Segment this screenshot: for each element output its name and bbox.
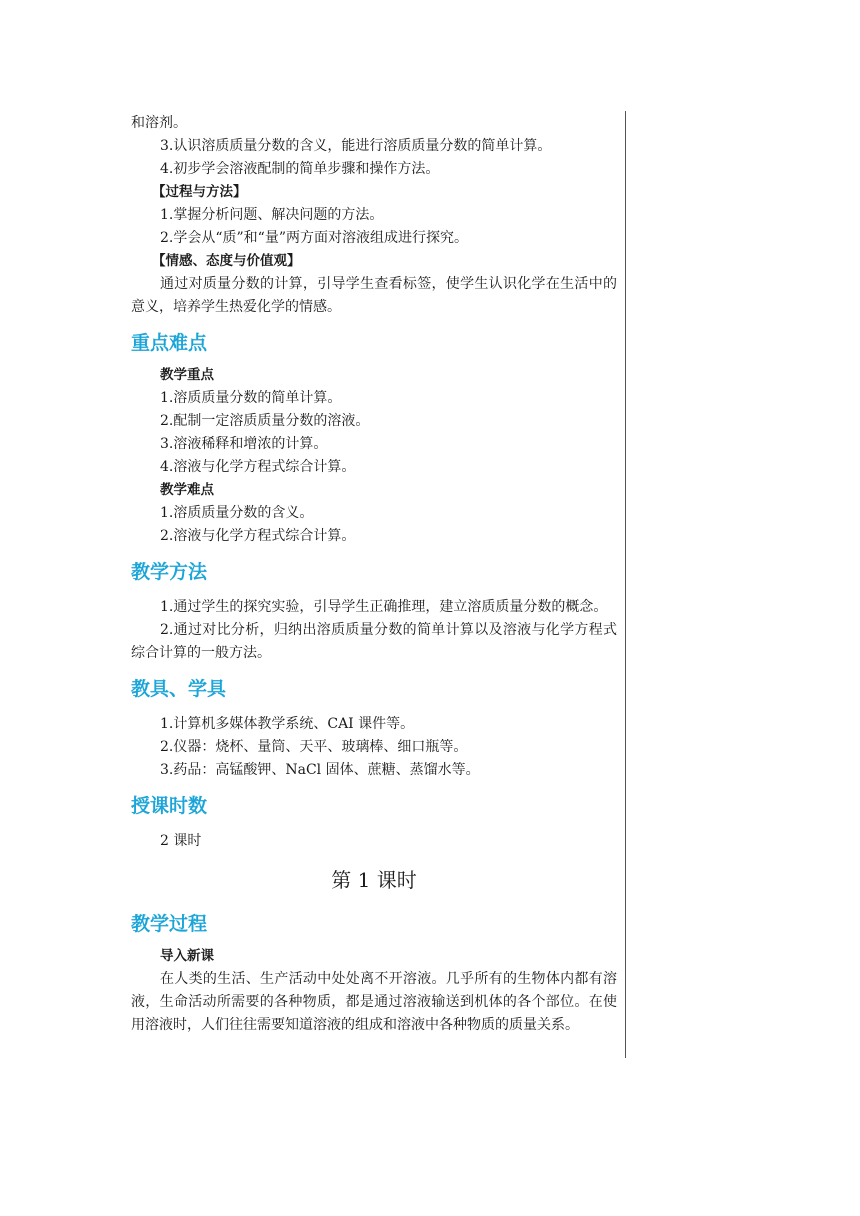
lesson-title: 第 1 课时 xyxy=(331,868,417,892)
list-item: 4.溶液与化学方程式综合计算。 xyxy=(160,459,356,475)
section-heading-tools: 教具、学具 xyxy=(131,678,227,700)
subsection-label: 【过程与方法】 xyxy=(152,184,247,200)
section-heading-key-points: 重点难点 xyxy=(131,332,208,354)
list-item: 3.药品：高锰酸钾、NaCl 固体、蔗糖、蒸馏水等。 xyxy=(160,762,480,778)
subsection-label: 导入新课 xyxy=(160,948,214,964)
list-item: 1.计算机多媒体教学系统、CAI 课件等。 xyxy=(160,716,415,732)
objective-item: 1.掌握分析问题、解决问题的方法。 xyxy=(160,207,384,223)
section-heading-process: 教学过程 xyxy=(131,913,208,935)
objective-item: 3.认识溶质质量分数的含义，能进行溶质质量分数的简单计算。 xyxy=(160,138,552,154)
text-line: 2 课时 xyxy=(160,833,202,849)
paragraph: 2.通过对比分析，归纳出溶质质量分数的简单计算以及溶液与化学方程式综合计算的一般方法。 xyxy=(131,622,617,661)
list-item: 2.溶液与化学方程式综合计算。 xyxy=(160,528,356,544)
list-item: 1.溶质质量分数的含义。 xyxy=(160,505,314,521)
subsection-label: 教学难点 xyxy=(160,482,214,498)
list-item: 1.溶质质量分数的简单计算。 xyxy=(160,390,342,406)
paragraph: 在人类的生活、生产活动中处处离不开溶液。几乎所有的生物体内都有溶液，生命活动所需要的各种物质，都是通过溶液输送到机体的各个部位。在使用溶液时，人们往往需要知道溶液的组成和溶液中各种物质的质量关系。 xyxy=(131,971,617,1033)
column-divider xyxy=(625,111,626,1058)
section-heading-hours: 授课时数 xyxy=(131,795,208,817)
objective-item: 2.学会从“质”和“量”两方面对溶液组成进行探究。 xyxy=(160,230,468,246)
subsection-label: 【情感、态度与价值观】 xyxy=(152,253,301,269)
objective-item: 4.初步学会溶液配制的简单步骤和操作方法。 xyxy=(160,161,440,177)
text-line: 和溶剂。 xyxy=(131,115,187,131)
section-heading-methods: 教学方法 xyxy=(131,561,208,583)
paragraph: 1.通过学生的探究实验，引导学生正确推理，建立溶质质量分数的概念。 xyxy=(160,599,608,615)
page-content xyxy=(131,112,617,1037)
list-item: 2.配制一定溶质质量分数的溶液。 xyxy=(160,413,370,429)
list-item: 2.仪器：烧杯、量筒、天平、玻璃棒、细口瓶等。 xyxy=(160,739,468,755)
subsection-label: 教学重点 xyxy=(160,367,214,383)
list-item: 3.溶液稀释和增浓的计算。 xyxy=(160,436,328,452)
paragraph: 通过对质量分数的计算，引导学生查看标签，使学生认识化学在生活中的意义，培养学生热爱化学的情感。 xyxy=(131,276,617,315)
